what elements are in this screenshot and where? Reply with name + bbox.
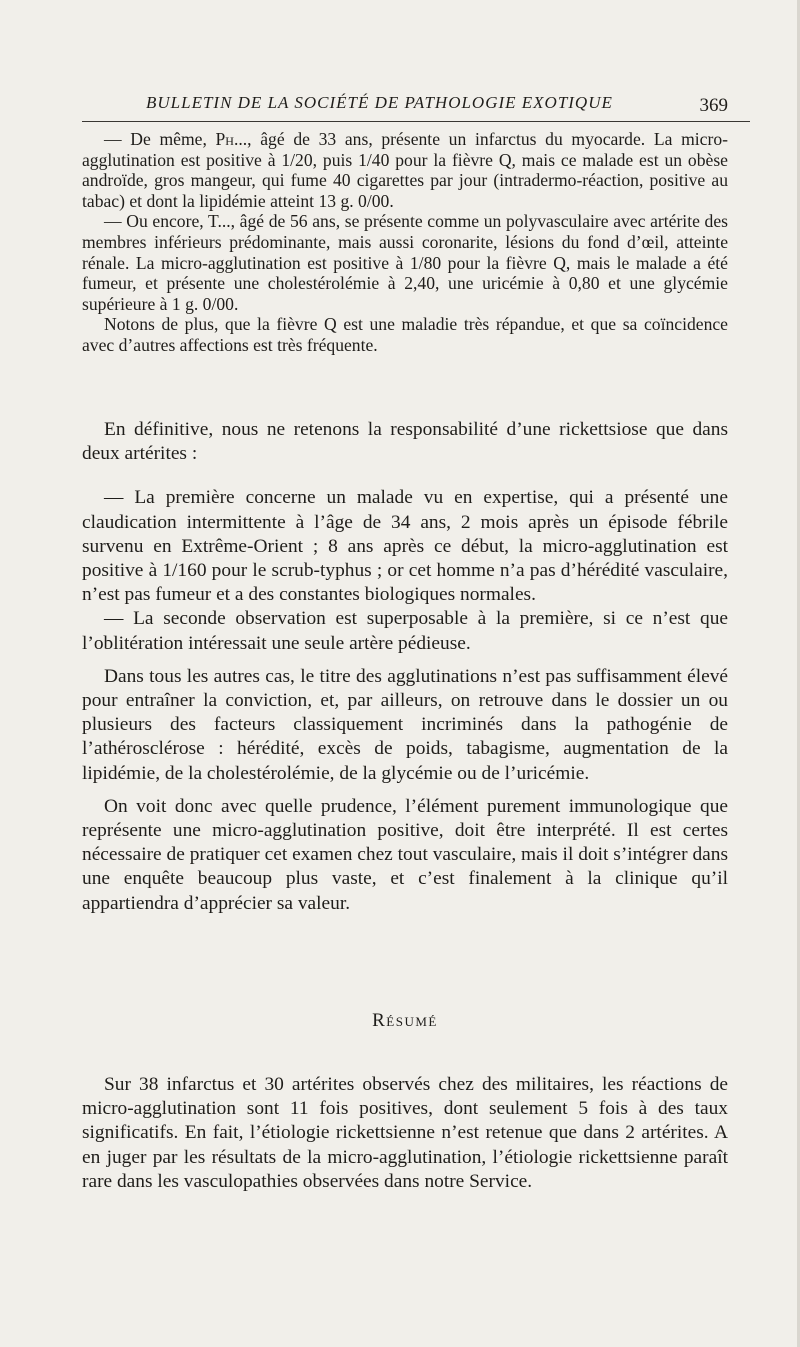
paragraph-case-ph [82, 129, 728, 211]
page-number: 369 [699, 95, 728, 116]
paragraph-second-case: — La seconde observation est superposable à la première, si ce n’est que l’oblitération intéressait une seule artère pédieuse. [82, 608, 728, 654]
summary-section [82, 1073, 728, 1194]
paragraph-other-cases: Dans tous les autres cas, le titre des agglutinations n’est pas suffisamment élevé pour entraîner la conviction, et, par ailleurs, on retrouve dans le dossier un ou plusieurs des facteurs classiquement incriminés dans la pathogénie de l’athérosclérose : hérédité, excès de poids, tabagisme, augmentation de la lipidémie, de la cholestérolémie, de la glycémie ou de l’uricémie. [82, 665, 728, 784]
paragraph-first-case: — La première concerne un malade vu en expertise, qui a présenté une claudication intermittente à l’âge de 34 ans, 2 mois après un épisode fébrile survenu en Extrême-Orient ; 8 ans après ce début, la micro-agglutination est positive à 1/160 pour le scrub-typhus ; or cet homme n’a pas d’hérédité vasculaire, n’est pas fumeur et a des constantes biologiques normales. [82, 487, 728, 606]
paragraph-lead: — De même, [104, 129, 216, 149]
summary-heading: Résumé [372, 1010, 438, 1031]
paragraph-note: Notons de plus, que la fièvre Q est une maladie très répandue, et que sa coïncidence avec d’autres affections est très fréquente. [82, 314, 728, 355]
paragraph-case-t: — Ou encore, T..., âgé de 56 ans, se présente comme un polyvasculaire avec artérite des membres inférieurs prédominante, mais aussi coronarite, lésions du fond d’œil, atteinte rénale. La micro-agglutination est positive à 1/80 pour la fièvre Q, mais le malade a été fumeur, et présente une cholestérolémie à 2,40, une uricémie à 0,80 et une glycémie supérieure à 1 g. 0/00. [82, 211, 728, 314]
main-text [82, 418, 728, 916]
running-title: BULLETIN DE LA SOCIÉTÉ DE PATHOLOGIE EXOTIQUE [146, 93, 613, 112]
paragraph-conclusion: En définitive, nous ne retenons la responsabilité d’une rickettsiose que dans deux artérites : [82, 419, 728, 465]
page-header [80, 93, 732, 119]
summary-paragraph: Sur 38 infarctus et 30 artérites observés chez des militaires, les réactions de micro-agglutination sont 11 fois positives, dont seulement 5 fois à des taux significatifs. En fait, l’étiologie rickettsienne n’est retenue que dans 2 artérites. A en juger par les résultats de la micro-agglutination, l’étiologie rickettsienne paraît rare dans les vasculopathies observées dans notre Service. [82, 1074, 728, 1192]
paragraph-prudence: On voit donc avec quelle prudence, l’élément purement immunologique que représente une micro-agglutination positive, doit être interprété. Il est certes nécessaire de pratiquer cet examen chez tout vasculaire, mais il doit s’intégrer dans une enquête beaucoup plus vaste, et c’est finalement à la clinique qu’il appartiendra d’apprécier sa valeur. [82, 795, 728, 914]
patient-name: Ph [215, 129, 234, 149]
case-notes [82, 129, 728, 356]
header-rule [82, 121, 750, 122]
paragraph-text: ..., âgé de 33 ans, présente un infarctus du myocarde. La micro-agglutination est positive à 1/20, puis 1/40 pour la fièvre Q, mais ce malade est un obèse androïde, gros mangeur, qui fume 40 cigarettes par jour (intradermo-réaction, positive au tabac) et dont la lipidémie atteint 13 g. 0/00. [82, 129, 728, 211]
